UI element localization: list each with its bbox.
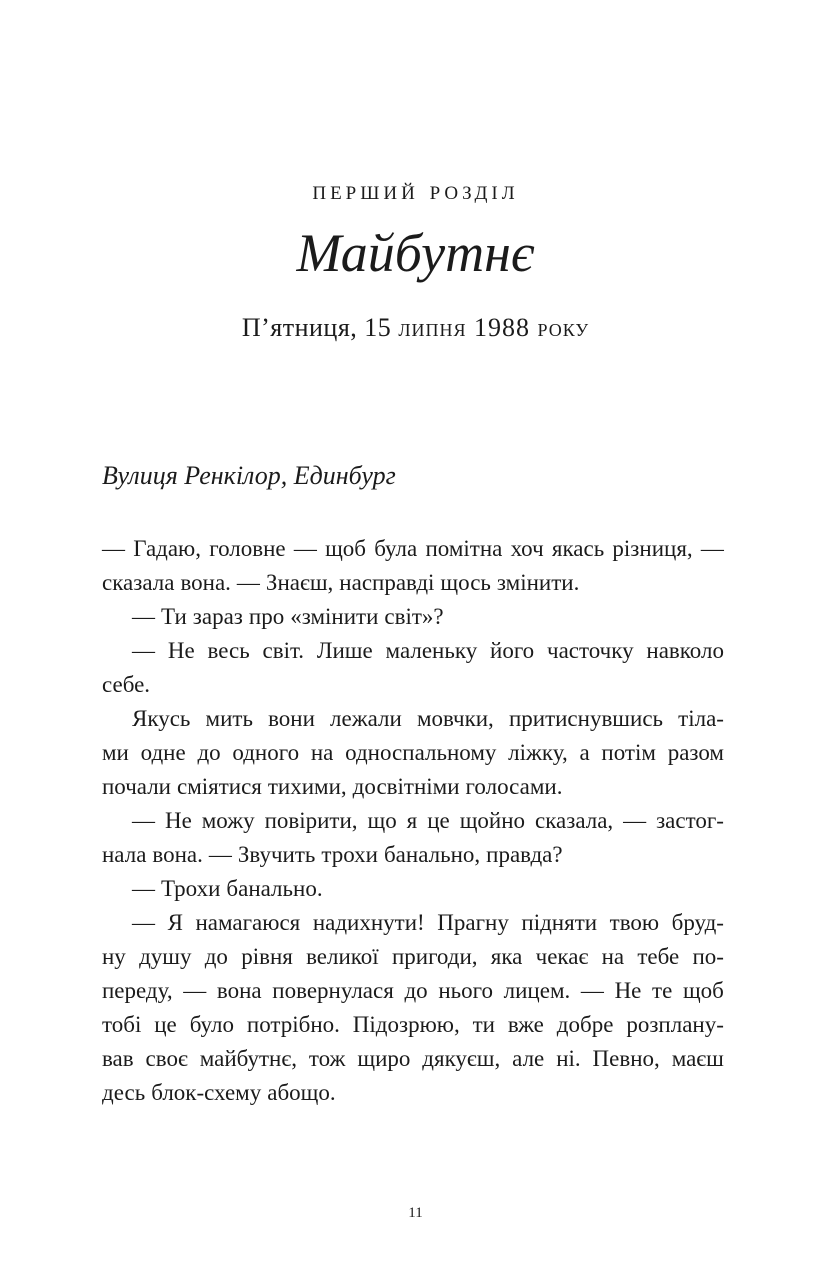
text-line: ми одне до одного на односпальному ліжку, а потім разом bbox=[102, 740, 724, 765]
page-number: 11 bbox=[408, 1205, 423, 1221]
text-line: себе. bbox=[102, 672, 151, 697]
chapter-date bbox=[0, 310, 831, 346]
chapter-title: Майбутнє bbox=[296, 223, 535, 283]
text-line: Якусь мить вони лежали мовчки, притиснувшись тіла- bbox=[132, 706, 724, 731]
chapter-date-weekday: П’ятниця, 15 bbox=[241, 313, 399, 342]
text-line: почали сміятися тихими, досвітніми голосами. bbox=[102, 774, 563, 799]
text-line: — Ти зараз про «змінити світ»? bbox=[132, 604, 444, 629]
text-line: — Не можу повірити, що я це щойно сказала, — застог- bbox=[132, 808, 724, 833]
text-line: сказала вона. — Знаєш, насправді щось змінити. bbox=[102, 570, 580, 595]
text-line: переду, — вона повернулася до нього лицем. — Не те щоб bbox=[102, 978, 724, 1003]
body-text bbox=[102, 532, 724, 1110]
text-line: ну душу до рівня великої пригоди, яка чекає на тебе по- bbox=[102, 944, 724, 969]
text-line: — Трохи банально. bbox=[132, 876, 323, 901]
chapter-kicker: перший розділ bbox=[312, 175, 519, 205]
text-line: — Гадаю, головне — щоб була помітна хоч якась різниця, — bbox=[102, 536, 724, 561]
scene-location: Вулиця Ренкілор, Единбург bbox=[102, 461, 396, 490]
text-line: вав своє майбутнє, тож щиро дякуєш, але ні. Певно, маєш bbox=[102, 1046, 724, 1071]
chapter-date-rest: липня 1988 року bbox=[398, 313, 590, 342]
text-line: — Я намагаюся надихнути! Прагну підняти твою бруд- bbox=[132, 910, 724, 935]
text-line: тобі це було потрібно. Підозрюю, ти вже добре розплану- bbox=[102, 1012, 724, 1037]
text-line: нала вона. — Звучить трохи банально, правда? bbox=[102, 842, 563, 867]
text-line: — Не весь світ. Лише маленьку його часточку навколо bbox=[132, 638, 724, 663]
text-line: десь блок-схему абощо. bbox=[102, 1080, 336, 1105]
